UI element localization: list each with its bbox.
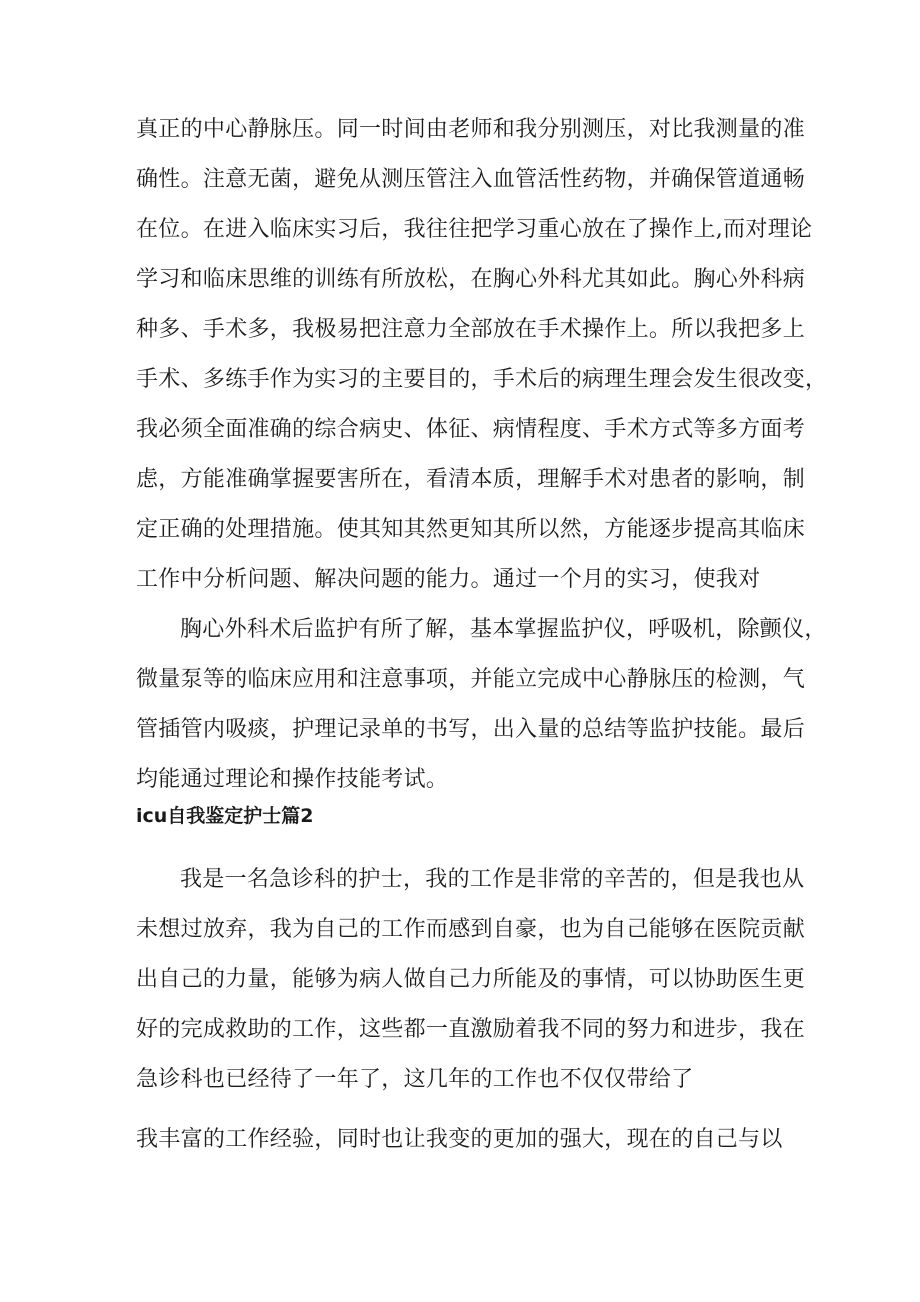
text-line: 我是一名急诊科的护士，我的工作是非常的辛苦的，但是我也从 <box>180 867 805 892</box>
text-line: 真正的中心静脉压。同一时间由老师和我分别测压，对比我测量的准 <box>136 117 806 142</box>
text-line: 好的完成救助的工作，这些都一直激励着我不同的努力和进步，我在 <box>136 1017 806 1042</box>
text-line: 出自己的力量，能够为病人做自己力所能及的事情，可以协助医生更 <box>136 967 806 992</box>
text-line: 定正确的处理措施。使其知其然更知其所以然，方能逐步提高其临床 <box>136 517 806 542</box>
text-line: 确性。注意无菌，避免从测压管注入血管活性药物，并确保管道通畅 <box>136 167 806 192</box>
text-line: 胸心外科术后监护有所了解，基本掌握监护仪，呼吸机，除颤仪， <box>180 617 827 642</box>
text-line: 微量泵等的临床应用和注意事项，并能立完成中心静脉压的检测，气 <box>136 667 806 692</box>
text-line: 急诊科也已经待了一年了，这几年的工作也不仅仅带给了 <box>136 1067 694 1092</box>
section-heading: icu自我鉴定护士篇2 <box>136 805 314 827</box>
text-line: 种多、手术多，我极易把注意力全部放在手术操作上。所以我把多上 <box>136 317 806 342</box>
text-line: 均能通过理论和操作技能考试。 <box>136 767 449 792</box>
text-line: 学习和临床思维的训练有所放松，在胸心外科尤其如此。胸心外科病 <box>136 267 806 292</box>
text-line: 我必须全面准确的综合病史、体征、病情程度、手术方式等多方面考 <box>136 417 806 442</box>
text-line: 手术、多练手作为实习的主要目的，手术后的病理生理会发生很改变， <box>136 367 828 392</box>
text-line: 虑，方能准确掌握要害所在，看清本质，理解手术对患者的影响，制 <box>136 467 806 492</box>
text-line: 在位。在进入临床实习后，我往往把学习重心放在了操作上,而对理论 <box>136 217 813 242</box>
text-line: 我丰富的工作经验，同时也让我变的更加的强大，现在的自己与以 <box>136 1127 783 1152</box>
text-line: 管插管内吸痰，护理记录单的书写，出入量的总结等监护技能。最后 <box>136 717 806 742</box>
text-line: 未想过放弃，我为自己的工作而感到自豪，也为自己能够在医院贡献 <box>136 917 806 942</box>
text-line: 工作中分析问题、解决问题的能力。通过一个月的实习，使我对 <box>136 567 761 592</box>
